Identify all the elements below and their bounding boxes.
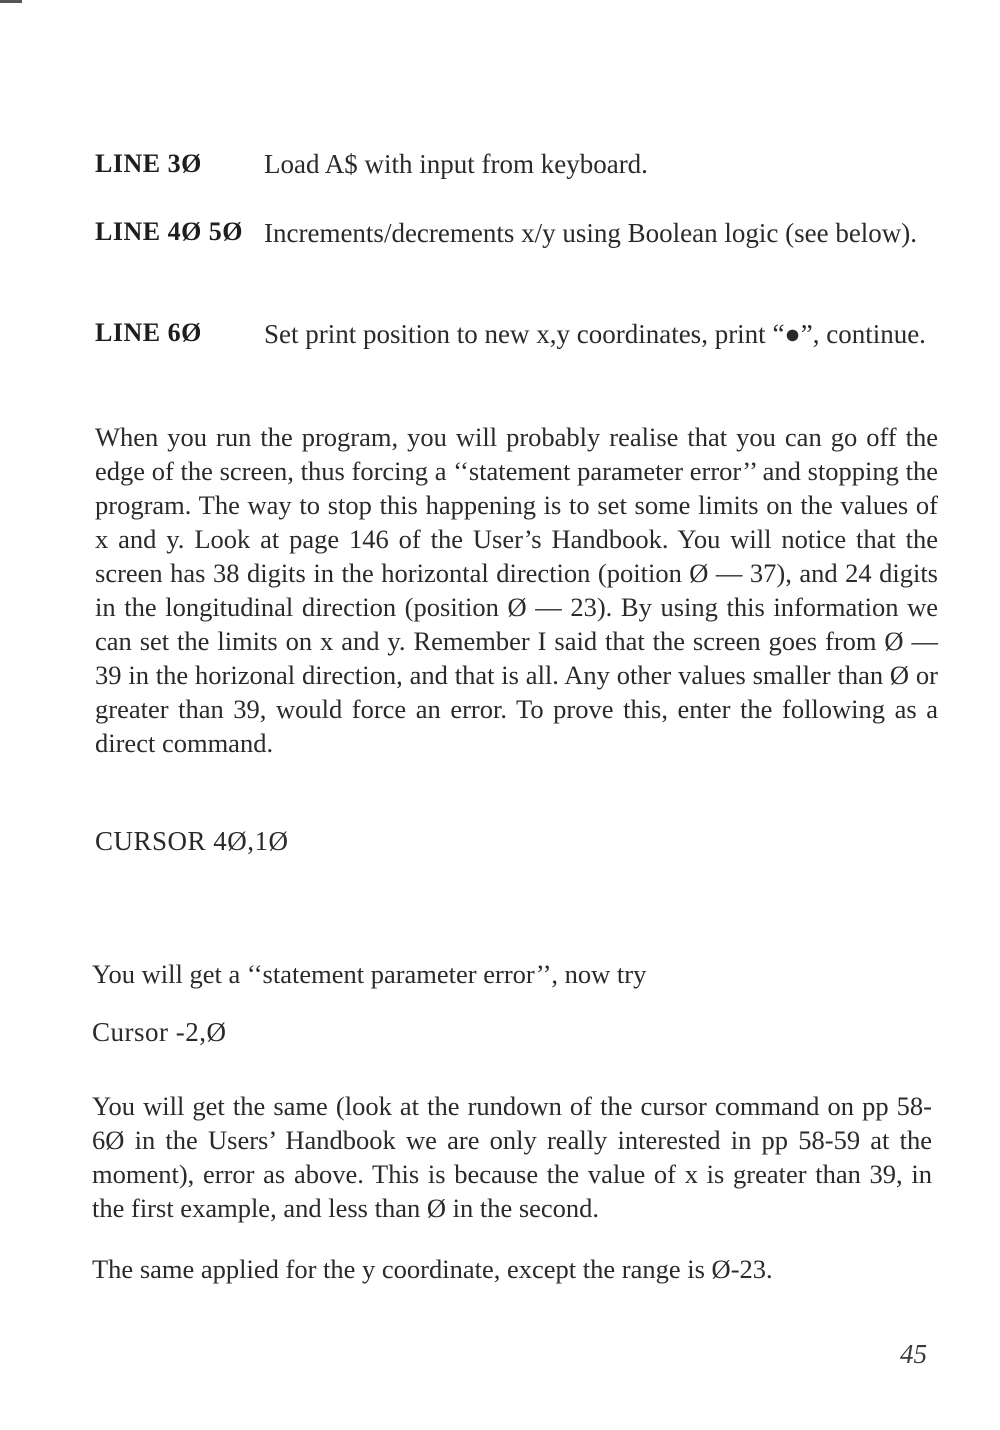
code-cursor-40-10: CURSOR 4Ø,1Ø [95,826,289,856]
line-60-description: Set print position to new x,y coordinates, print “●”, continue. [264,319,926,349]
line-40-50-description: Increments/decrements x/y using Boolean logic (see below). [264,218,918,248]
code-cursor-minus-2-0: Cursor -2,Ø [92,1017,227,1047]
paragraph-same-error: You will get the same (look at the rundown of the cursor command on pp 58-6Ø in the Users’ Handbook we are only really interested in pp 58-59 at the moment), error as above. This is because the value of x is greater than 39, in the first example, and less than Ø in the second. [92,1091,932,1223]
line-40-50-label: LINE 4Ø 5Ø [95,217,244,246]
line-30-label: LINE 3Ø [95,149,202,178]
paragraph-y-coordinate: The same applied for the y coordinate, except the range is Ø-23. [92,1254,773,1284]
line-30-description: Load A$ with input from keyboard. [264,149,648,179]
paragraph-try-again: You will get a ‘‘statement parameter error’’, now try [92,959,647,989]
page-number: 45 [900,1339,927,1369]
line-60-label: LINE 6Ø [95,318,202,347]
paragraph-screen-limits: When you run the program, you will probably realise that you can go off the edge of the screen, thus forcing a ‘‘statement parameter error’’ and stopping the program. The way to stop this happening is to set some limits on the values of x and y. Look at page 146 of the User’s Handbook. You will notice that the screen has 38 digits in the horizontal direction (poition Ø — 37), and 24 digits in the longitudinal direction (position Ø — 23). By using this information we can set the limits on x and y. Remember I said that the screen goes from Ø — 39 in the horizonal direction, and that is all. Any other values smaller than Ø or greater than 39, would force an error. To prove this, enter the following as a direct command. [95,422,938,758]
scan-edge-mark [0,0,22,3]
